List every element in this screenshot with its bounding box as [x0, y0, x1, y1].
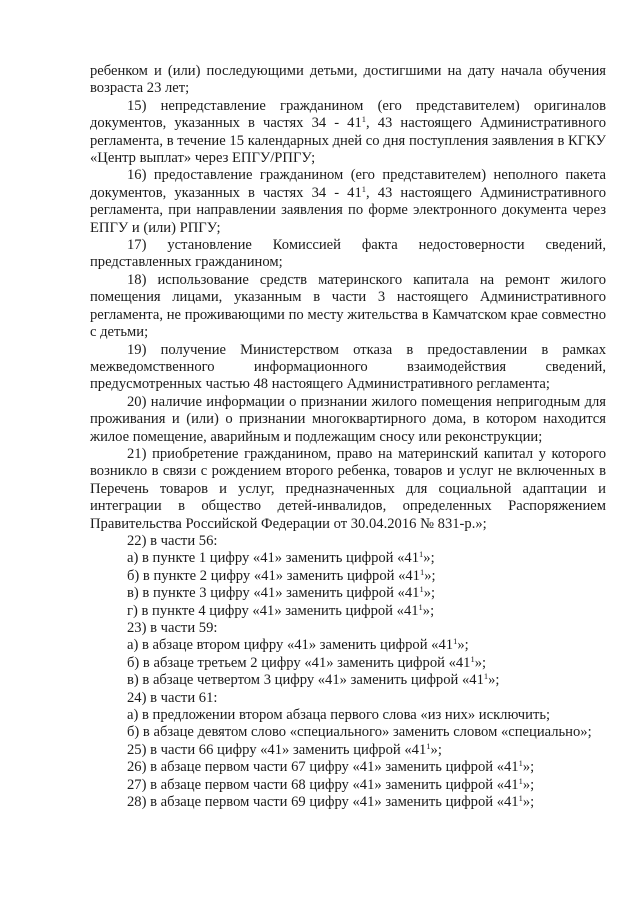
item-text: 26) в абзаце первом части 67 цифру «41» заменить цифрой «41 — [127, 759, 519, 776]
item-16-text-a: 16) предоставление гражданином (его представителем) неполного пакета документов, указанных в частях 34 - 41 — [90, 167, 606, 201]
item-text: в) в абзаце четвертом 3 цифру «41» заменить цифрой «41 — [127, 672, 484, 689]
item-text: »; — [423, 550, 435, 567]
item-22-c — [90, 585, 606, 602]
superscript: 1 — [470, 653, 475, 664]
paragraph-continuation: ребенком и (или) последующими детьми, достигшими на дату начала обучения возраста 23 лет; — [90, 63, 606, 97]
item-text: б) в пункте 2 цифру «41» заменить цифрой «41 — [127, 567, 420, 584]
superscript: 1 — [361, 114, 367, 125]
item-27 — [90, 777, 606, 794]
item-24: 24) в части 61: — [127, 689, 218, 706]
item-text: »; — [424, 567, 436, 584]
item-text: »; — [522, 776, 535, 793]
item-text: в) в пункте 3 цифру «41» заменить цифрой «41 — [127, 585, 420, 602]
item-21: 21) приобретение гражданином, право на материнский капитал у которого возникло в связи с рождением второго ребенка, товаров и услуг не включенных в Перечень товаров и услуг, предназначенных для социальной адаптации и интеграции в общество детей-инвалидов, определенных Распоряжением Правительства Российской Федерации от 30.04.2016 № 831-р.»; — [90, 445, 606, 532]
item-text: а) в абзаце втором цифру «41» заменить цифрой «41 — [127, 637, 454, 654]
item-15-text-a: 15) непредставление гражданином (его представителем) оригиналов документов, указанных в частях 34 - 41 — [90, 97, 606, 132]
item-16 — [90, 167, 606, 237]
item-text: »; — [430, 741, 442, 758]
superscript: 1 — [518, 793, 523, 804]
item-18: 18) использование средств материнского капитала на ремонт жилого помещения лицами, указанным в части 3 настоящего Административного регламента, не проживающими по месту жительства в Камчатском крае совместно с детьми; — [90, 271, 606, 341]
superscript: 1 — [419, 549, 424, 560]
document-body — [90, 63, 606, 811]
superscript: 1 — [419, 566, 425, 577]
item-15 — [90, 98, 606, 168]
item-16-text-b: , 43 настоящего Административного регламента, при направлении заявления по форме электронного документа через ЕПГУ и (или) РПГУ; — [90, 184, 606, 236]
item-17: 17) установление Комиссией факта недостоверности сведений, представленных гражданином; — [90, 237, 606, 271]
item-24-b: б) в абзаце девятом слово «специального» заменить словом «специально»; — [127, 724, 592, 741]
item-text: 25) в части 66 цифру «41» заменить цифрой «41 — [127, 741, 427, 758]
superscript: 1 — [426, 740, 431, 751]
item-22-d — [90, 603, 606, 620]
superscript: 1 — [518, 775, 523, 786]
superscript: 1 — [418, 601, 423, 612]
item-text: »; — [522, 794, 535, 811]
item-23-b — [90, 655, 606, 672]
item-15-text-b: , 43 настоящего Административного регламента, в течение 15 календарных дней со дня поступления заявления в КГКУ «Центр выплат» через ЕПГУ/РПГУ; — [90, 115, 606, 167]
item-25 — [90, 742, 606, 759]
item-26 — [90, 759, 606, 776]
superscript: 1 — [518, 758, 523, 769]
superscript: 1 — [419, 584, 424, 595]
item-22-a — [90, 550, 606, 567]
item-text: г) в пункте 4 цифру «41» заменить цифрой «41 — [127, 602, 419, 619]
item-23-a — [90, 637, 606, 654]
item-23-c — [90, 672, 606, 689]
item-text: »; — [474, 654, 487, 671]
item-text: 28) в абзаце первом части 69 цифру «41» заменить цифрой «41 — [127, 794, 519, 811]
item-text: б) в абзаце третьем 2 цифру «41» заменить цифрой «41 — [127, 654, 471, 671]
item-22: 22) в части 56: — [127, 532, 218, 549]
item-28 — [90, 794, 606, 811]
item-text: 27) в абзаце первом части 68 цифру «41» заменить цифрой «41 — [127, 776, 519, 793]
item-text: »; — [422, 602, 435, 619]
superscript: 1 — [361, 183, 367, 194]
superscript: 1 — [483, 671, 489, 682]
item-text: »; — [457, 637, 469, 654]
superscript: 1 — [453, 636, 458, 647]
item-text: »; — [522, 759, 535, 776]
item-22-b — [90, 568, 606, 585]
item-19: 19) получение Министерством отказа в предоставлении в рамках межведомственного информационного взаимодействия сведений, предусмотренных частью 48 настоящего Административного регламента; — [90, 341, 606, 393]
item-24-a: а) в предложении втором абзаца первого слова «из них» исключить; — [127, 707, 551, 724]
item-text: »; — [423, 585, 436, 602]
item-text: а) в пункте 1 цифру «41» заменить цифрой «41 — [127, 550, 420, 567]
item-23: 23) в части 59: — [127, 620, 218, 636]
item-text: »; — [488, 672, 500, 689]
item-20: 20) наличие информации о признании жилого помещения непригодным для проживания и (или) о признании многоквартирного дома, в котором находится жилое помещение, аварийным и подлежащим сносу или реконструкции; — [90, 393, 606, 445]
